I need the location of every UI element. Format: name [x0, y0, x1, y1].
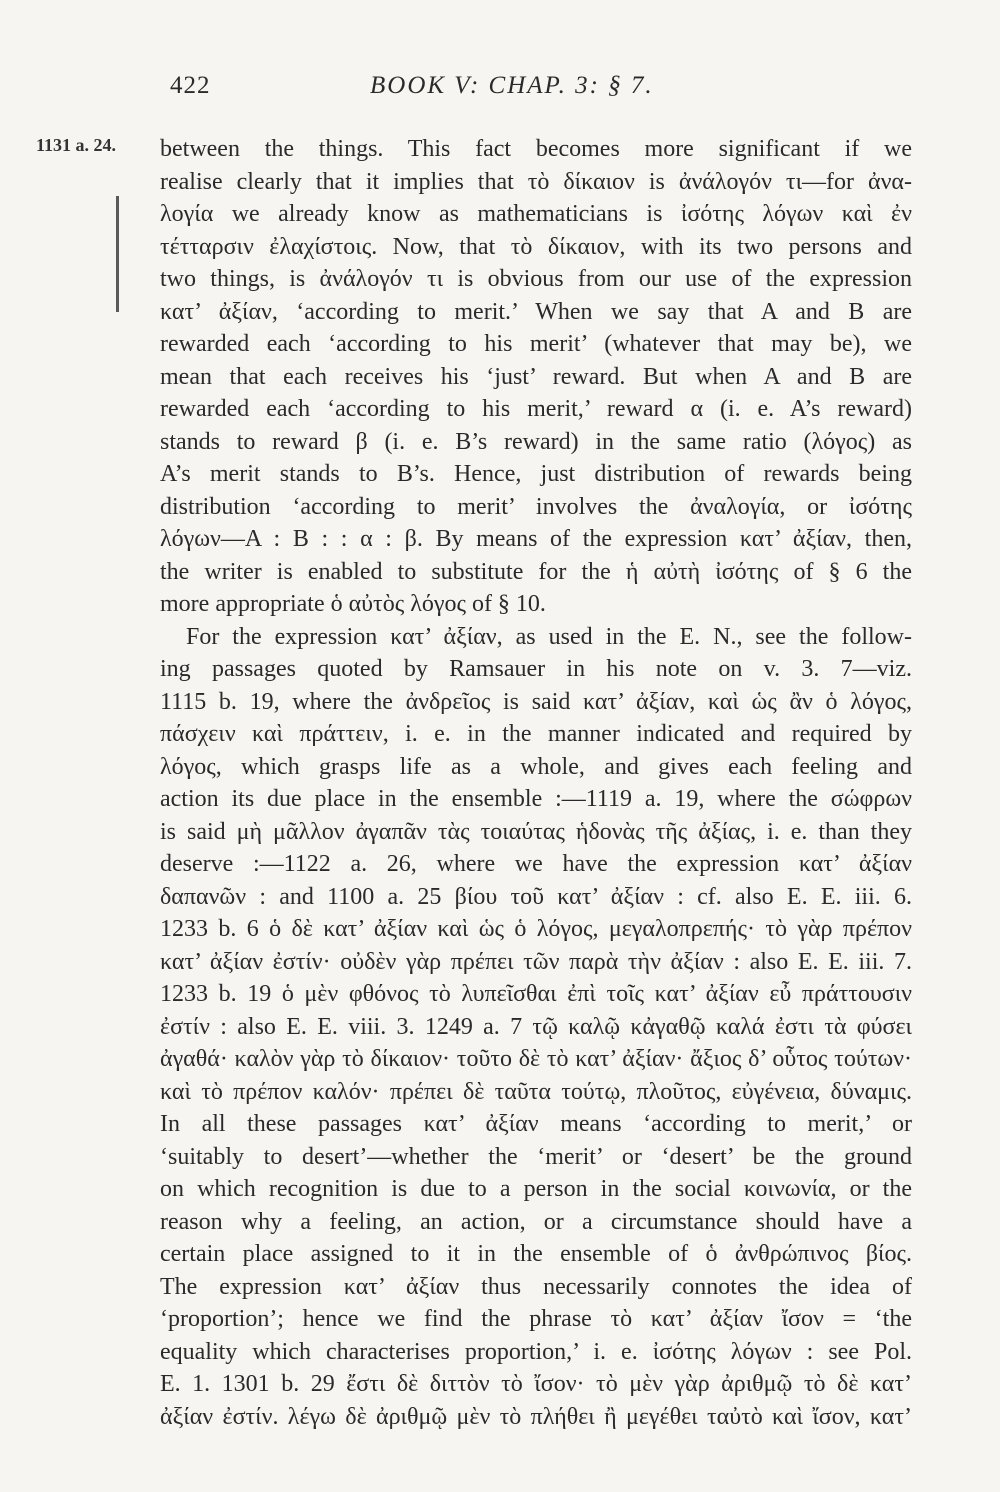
text-line: rewarded each ‘according to his merit’ (whatever that may be), we	[160, 331, 912, 357]
text-line: The expression κατ’ ἀξίαν thus necessarily connotes the idea of	[160, 1273, 912, 1300]
text-line: action its due place in the ensemble :—1119 a. 19, where the σώφρων	[160, 786, 912, 812]
text-line: realise clearly that it implies that τὸ δίκαιον is ἀνάλογόν τι—for ἀνα-	[160, 168, 912, 195]
text-line: δαπανῶν : and 1100 a. 25 βίου τοῦ κατ’ ἀξίαν : cf. also E. E. iii. 6.	[160, 883, 912, 910]
text-line: mean that each receives his ‘just’ reward. But when A and B are	[160, 363, 912, 390]
text-line: two things, is ἀνάλογόν τι is obvious from our use of the expression	[160, 266, 912, 292]
text-line: A’s merit stands to B’s. Hence, just distribution of rewards being	[160, 461, 912, 487]
text-line: κατ’ ἀξίαν ἐστίν· οὐδὲν γὰρ πρέπει τῶν παρὰ τὴν ἀξίαν : also E. E. iii. 7.	[160, 948, 912, 975]
text-line: certain place assigned to it in the ensemble of ὁ ἀνθρώπινος βίος.	[160, 1241, 912, 1267]
page-body	[160, 133, 912, 1433]
text-line: ἐστίν : also E. E. viii. 3. 1249 a. 7 τῷ καλῷ κἀγαθῷ καλά ἐστι τὰ φύσει	[160, 1013, 912, 1040]
text-line: ‘suitably to desert’—whether the ‘merit’ or ‘desert’ be the ground	[160, 1143, 912, 1170]
text-line: For the expression κατ’ ἀξίαν, as used in the E. N., see the follow-	[186, 623, 912, 650]
page-number: 422	[170, 72, 211, 99]
text-line: καὶ τὸ πρέπον καλόν· πρέπει δὲ ταῦτα τούτῳ, πλοῦτος, εὐγένεια, δύναμις.	[160, 1078, 912, 1105]
text-line: In all these passages κατ’ ἀξίαν means ‘according to merit,’ or	[160, 1111, 912, 1137]
text-line: κατ’ ἀξίαν, ‘according to merit.’ When we say that A and B are	[160, 298, 912, 325]
text-line: more appropriate ὁ αὐτὸς λόγος of § 10.	[160, 591, 546, 617]
text-line: is said μὴ μᾶλλον ἀγαπᾶν τὰς τοιαύτας ἡδονὰς τῆς ἀξίας, i. e. than they	[160, 818, 912, 845]
text-line: reason why a feeling, an action, or a circumstance should have a	[160, 1208, 912, 1235]
text-line: the writer is enabled to substitute for the ἡ αὐτὴ ἰσότης of § 6 the	[160, 558, 912, 585]
margin-mark	[116, 196, 119, 312]
text-line: E. 1. 1301 b. 29 ἔστι δὲ διττὸν τὸ ἴσον· τὸ μὲν γὰρ ἀριθμῷ τὸ δὲ κατ’	[160, 1371, 912, 1397]
text-line: stands to reward β (i. e. B’s reward) in the same ratio (λόγος) as	[160, 428, 912, 455]
text-line: 1233 b. 6 ὁ δὲ κατ’ ἀξίαν καὶ ὡς ὁ λόγος, μεγαλοπρεπής· τὸ γὰρ πρέπον	[160, 916, 912, 942]
text-line: ing passages quoted by Ramsauer in his note on v. 3. 7—viz.	[160, 656, 912, 682]
text-line: on which recognition is due to a person in the social κοινωνία, or the	[160, 1176, 912, 1202]
text-line: πάσχειν καὶ πράττειν, i. e. in the manner indicated and required by	[160, 721, 912, 747]
text-line: ἀγαθά· καλὸν γὰρ τὸ δίκαιον· τοῦτο δὲ τὸ κατ’ ἀξίαν· ἄξιος δ’ οὗτος τούτων·	[160, 1046, 912, 1072]
page-header	[0, 72, 1000, 112]
text-line: between the things. This fact becomes more significant if we	[160, 136, 912, 162]
text-line: λόγων—A : B : : α : β. By means of the expression κατ’ ἀξίαν, then,	[160, 526, 912, 552]
text-line: ἀξίαν ἐστίν. λέγω δὲ ἀριθμῷ μὲν τὸ πλήθει ἢ μεγέθει ταὐτὸ καὶ ἴσον, κατ’	[160, 1403, 912, 1430]
text-line: τέτταρσιν ἐλαχίστοις. Now, that τὸ δίκαιον, with its two persons and	[160, 233, 912, 260]
text-line: λόγος, which grasps life as a whole, and gives each feeling and	[160, 753, 912, 780]
text-line: equality which characterises proportion,’ i. e. ἰσότης λόγων : see Pol.	[160, 1338, 912, 1365]
text-line: deserve :—1122 a. 26, where we have the expression κατ’ ἀξίαν	[160, 851, 912, 877]
text-line: distribution ‘according to merit’ involves the ἀναλογία, or ἰσότης	[160, 493, 912, 520]
text-line: ‘proportion’; hence we find the phrase τὸ κατ’ ἀξίαν ἴσον = ‘the	[160, 1306, 912, 1332]
running-title: BOOK V: CHAP. 3: § 7.	[370, 72, 654, 99]
text-line: 1233 b. 19 ὁ μὲν φθόνος τὸ λυπεῖσθαι ἐπὶ τοῖς κατ’ ἀξίαν εὖ πράττουσιν	[160, 981, 912, 1007]
margin-reference: 1131 a. 24.	[36, 135, 117, 155]
text-line: 1115 b. 19, where the ἀνδρεῖος is said κατ’ ἀξίαν, καὶ ὡς ἂν ὁ λόγος,	[160, 688, 912, 715]
text-line: λογία we already know as mathematicians is ἰσότης λόγων καὶ ἐν	[160, 201, 912, 227]
text-line: rewarded each ‘according to his merit,’ reward α (i. e. A’s reward)	[160, 396, 912, 422]
